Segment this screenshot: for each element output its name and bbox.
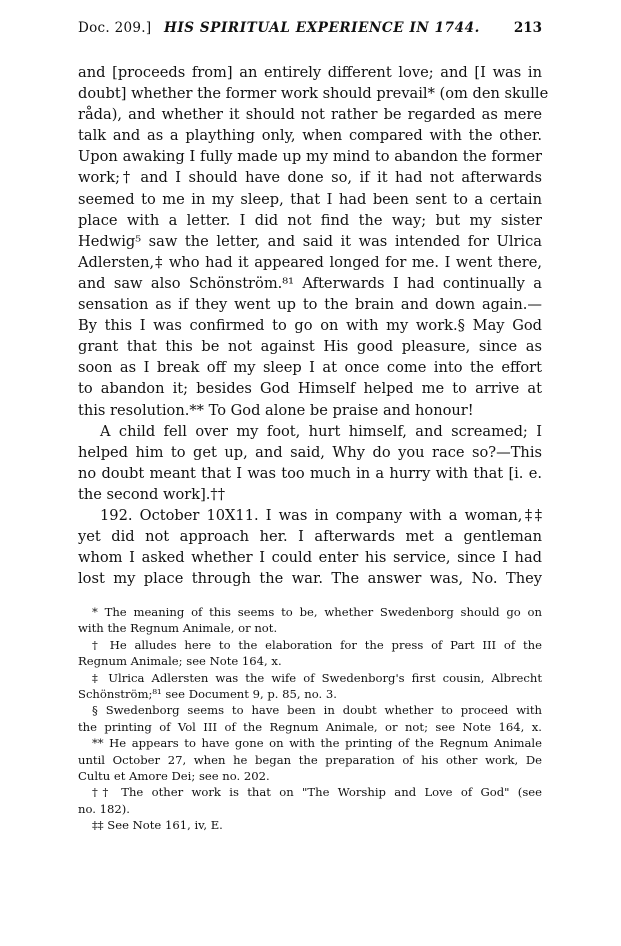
page-number: 213: [513, 20, 542, 36]
body-line: råda), and whether it should not rather be regarded as mere: [78, 106, 542, 124]
body-line: and saw also Schönström.⁸¹ Afterwards I had continually a: [78, 274, 542, 292]
body-line: sensation as if they went up to the brain and down again.—: [78, 296, 542, 314]
body-line: Upon awaking I fully made up my mind to abandon the former: [78, 148, 542, 166]
body-line: soon as I break off my sleep I at once come into the effort: [78, 359, 542, 377]
body-line: work;† and I should have done so, if it had not afterwards: [78, 169, 542, 187]
body-line: the second work].††: [78, 485, 226, 503]
footnote-line: § Swedenborg seems to have been in doubt whether to proceed with: [92, 703, 542, 718]
body-line: to abandon it; besides God Himself helped me to arrive at: [78, 380, 542, 398]
footnote-line: † He alludes here to the elaboration for the press of Part III of the: [92, 637, 542, 652]
footnote-line: †† The other work is that on "The Worship and Love of God" (see: [92, 785, 542, 800]
body-line: yet did not approach her. I afterwards met a gentleman: [78, 528, 542, 546]
body-line: doubt] whether the former work should prevail* (om den skulle: [78, 85, 549, 103]
body-line: no doubt meant that I was too much in a hurry with that [i. e.: [78, 464, 542, 482]
footnotes: [78, 604, 542, 834]
footnote-line: Regnum Animale; see Note 164, x.: [78, 654, 282, 669]
body-line: and [proceeds from] an entirely different love; and [I was in: [78, 64, 542, 81]
body-line: By this I was confirmed to go on with my work.§ May God: [78, 317, 542, 335]
footnote-line: ‡‡ See Note 161, iv, E.: [92, 818, 223, 833]
body-line: place with a letter. I did not find the way; but my sister: [78, 211, 542, 229]
footnote-line: Schönström;⁸¹ see Document 9, p. 85, no. 3.: [78, 687, 337, 702]
body-line: this resolution.** To God alone be praise and honour!: [78, 401, 474, 419]
page: [78, 20, 549, 589]
body-line: 192. October 10X11. I was in company with a woman,‡‡: [100, 506, 542, 524]
footnote-line: the printing of Vol III of the Regnum Animale, or not; see Note 164, x.: [78, 719, 542, 734]
footnote-line: ‡ Ulrica Adlersten was the wife of Swedenborg's first cousin, Albrecht: [92, 670, 542, 685]
body-line: grant that this be not against His good pleasure, since as: [78, 338, 542, 356]
body-line: whom I asked whether I could enter his service, since I had: [78, 549, 542, 567]
footnote-line: no. 182).: [78, 801, 130, 816]
running-header: [78, 20, 542, 44]
body-line: A child fell over my foot, hurt himself, and screamed; I: [100, 422, 542, 440]
document-label: Doc. 209.]: [78, 20, 152, 36]
body-line: seemed to me in my sleep, that I had been sent to a certain: [78, 190, 542, 208]
body-line: Hedwig⁵ saw the letter, and said it was intended for Ulrica: [78, 232, 542, 250]
footnote-line: * The meaning of this seems to be, whether Swedenborg should go on: [92, 605, 542, 619]
footnote-line: until October 27, when he began the preparation of his other work, De: [78, 752, 542, 767]
body-line: Adlersten,‡ who had it appeared longed for me. I went there,: [78, 253, 542, 271]
footnote-line: with the Regnum Animale, or not.: [78, 621, 278, 636]
body-line: talk and as a plaything only, when compared with the other.: [78, 127, 542, 145]
body-text: [78, 62, 549, 589]
body-line: lost my place through the war. The answer was, No. They: [78, 570, 542, 588]
running-title: HIS SPIRITUAL EXPERIENCE IN 1744.: [164, 20, 480, 36]
footnote-line: Cultu et Amore Dei; see no. 202.: [78, 769, 270, 784]
footnote-line: ** He appears to have gone on with the printing of the Regnum Animale: [92, 736, 542, 751]
body-line: helped him to get up, and said, Why do you race so?—This: [78, 443, 542, 461]
